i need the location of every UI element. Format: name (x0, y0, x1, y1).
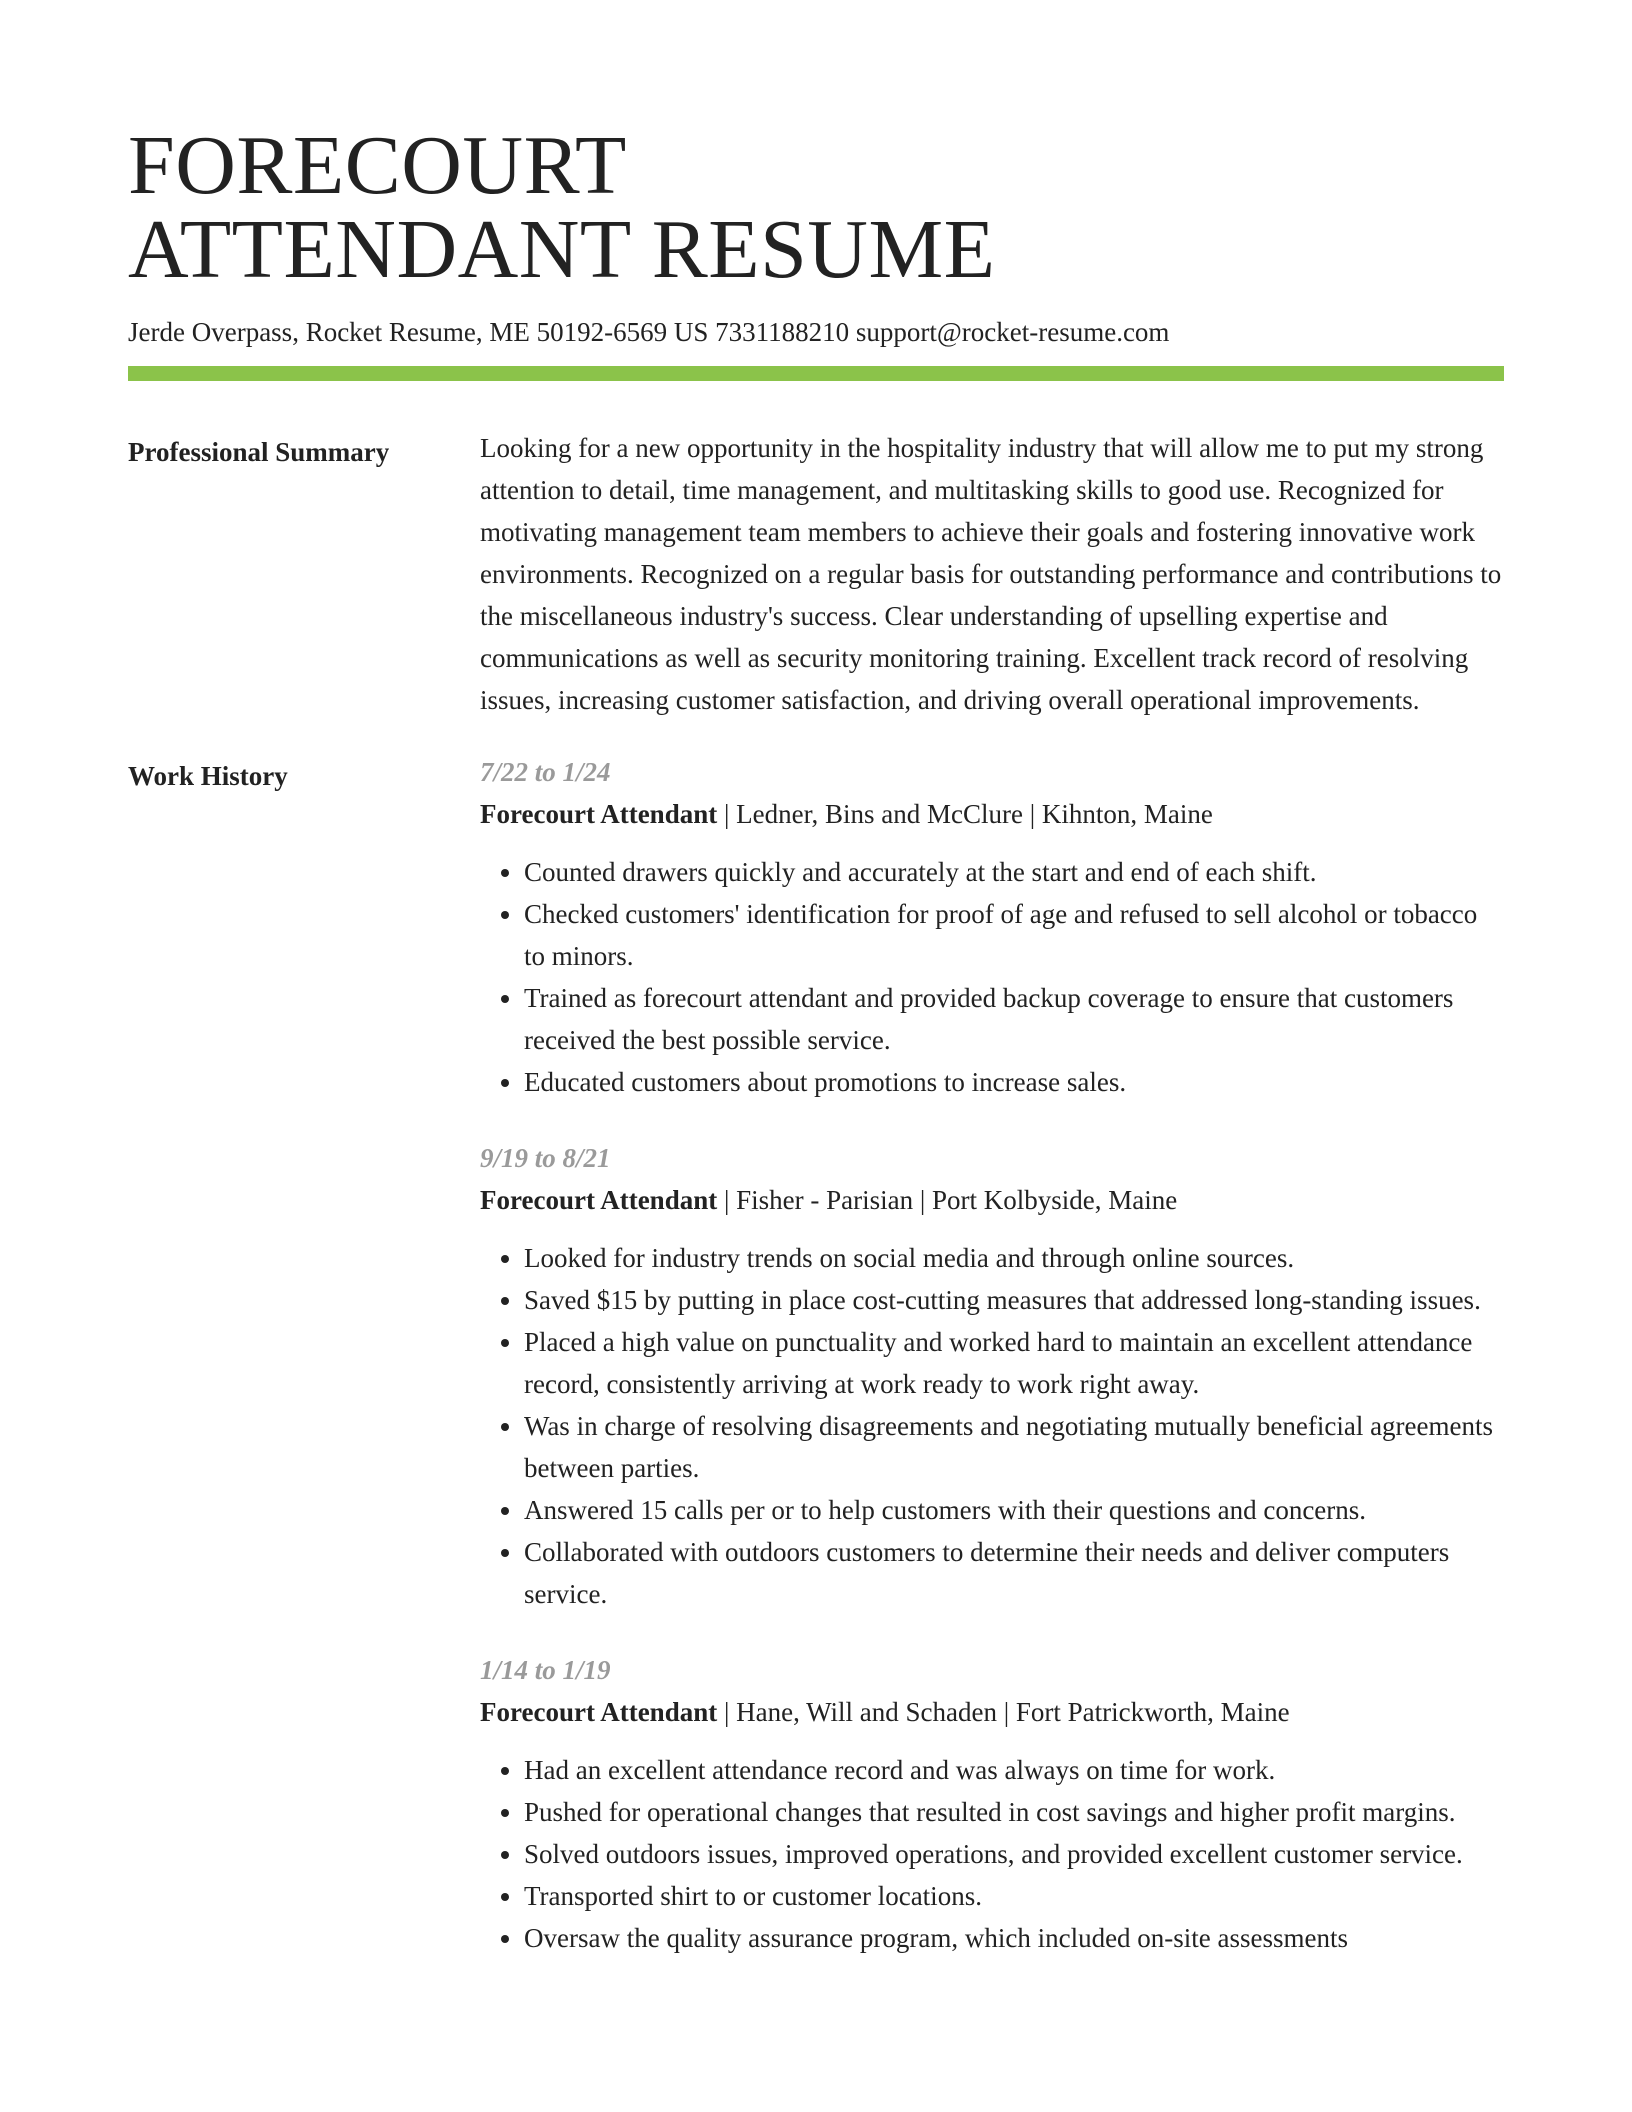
title-line-2: ATTENDANT RESUME (128, 203, 996, 296)
job-title: Forecourt Attendant (480, 1185, 718, 1215)
job-bullet: • Collaborated with outdoors customers to determine their needs and deliver computers service. (524, 1531, 1504, 1615)
job-title: Forecourt Attendant (480, 799, 718, 829)
job-dates: 9/19 to 8/21 (480, 1143, 611, 1173)
contact-info: Jerde Overpass, Rocket Resume, ME 50192-6569 US 7331188210 support@rocket-resume.com (128, 317, 1170, 347)
job-bullets (480, 1237, 1504, 1615)
job-bullet: • Educated customers about promotions to increase sales. (524, 1061, 1504, 1103)
job-heading (480, 793, 1504, 835)
job-bullet: • Pushed for operational changes that resulted in cost savings and higher profit margins. (524, 1791, 1504, 1833)
resume-page (128, 0, 1504, 1997)
job-bullet: • Looked for industry trends on social media and through online sources. (524, 1237, 1504, 1279)
job-bullet: • Had an excellent attendance record and was always on time for work. (524, 1749, 1504, 1791)
resume-title (128, 0, 1504, 296)
job-bullet: • Transported shirt to or customer locations. (524, 1875, 1504, 1917)
job-entry (480, 1649, 1504, 1959)
job-bullet: • Oversaw the quality assurance program, which included on-site assessments (524, 1917, 1504, 1959)
professional-summary-section (128, 431, 1504, 721)
summary-text: Looking for a new opportunity in the hospitality industry that will allow me to put my strong attention to detail, time management, and multitasking skills to good use. Recognized for motivating management team members to achieve their goals and fostering innovative work environments. Recognized on a regular basis for outstanding performance and contributions to the miscellaneous industry's success. Clear understanding of upselling expertise and communications as well as security monitoring training. Excellent track record of resolving issues, increasing customer satisfaction, and driving overall operational improvements. (480, 433, 1502, 715)
job-heading (480, 1691, 1504, 1733)
job-bullet: • Placed a high value on punctuality and worked hard to maintain an excellent attendance record, consistently arriving at work ready to work right away. (524, 1321, 1504, 1405)
job-bullet: • Checked customers' identification for proof of age and refused to sell alcohol or tobacco to minors. (524, 893, 1504, 977)
job-details: | Fisher - Parisian | Port Kolbyside, Maine (717, 1185, 1178, 1215)
job-details: | Hane, Will and Schaden | Fort Patrickworth, Maine (717, 1697, 1290, 1727)
job-bullet: • Trained as forecourt attendant and provided backup coverage to ensure that customers received the best possible service. (524, 977, 1504, 1061)
job-entry (480, 1137, 1504, 1615)
job-dates: 1/14 to 1/19 (480, 1655, 611, 1685)
accent-divider (128, 366, 1504, 381)
job-bullet: • Counted drawers quickly and accurately at the start and end of each shift. (524, 851, 1504, 893)
job-heading (480, 1179, 1504, 1221)
job-details: | Ledner, Bins and McClure | Kihnton, Maine (717, 799, 1213, 829)
work-history-section (128, 755, 1504, 1997)
job-title: Forecourt Attendant (480, 1697, 718, 1727)
job-entry (480, 751, 1504, 1103)
summary-body (480, 431, 1504, 721)
section-label-summary: Professional Summary (128, 437, 390, 467)
job-bullets (480, 1749, 1504, 1959)
job-bullets (480, 851, 1504, 1103)
work-history-body (480, 755, 1504, 1997)
title-line-1: FORECOURT (128, 119, 627, 212)
job-bullet: • Was in charge of resolving disagreements and negotiating mutually beneficial agreements between parties. (524, 1405, 1504, 1489)
job-bullet: • Saved $15 by putting in place cost-cutting measures that addressed long-standing issues. (524, 1279, 1504, 1321)
section-label-work: Work History (128, 761, 288, 791)
job-bullet: • Solved outdoors issues, improved operations, and provided excellent customer service. (524, 1833, 1504, 1875)
job-dates: 7/22 to 1/24 (480, 757, 611, 787)
job-bullet: • Answered 15 calls per or to help customers with their questions and concerns. (524, 1489, 1504, 1531)
